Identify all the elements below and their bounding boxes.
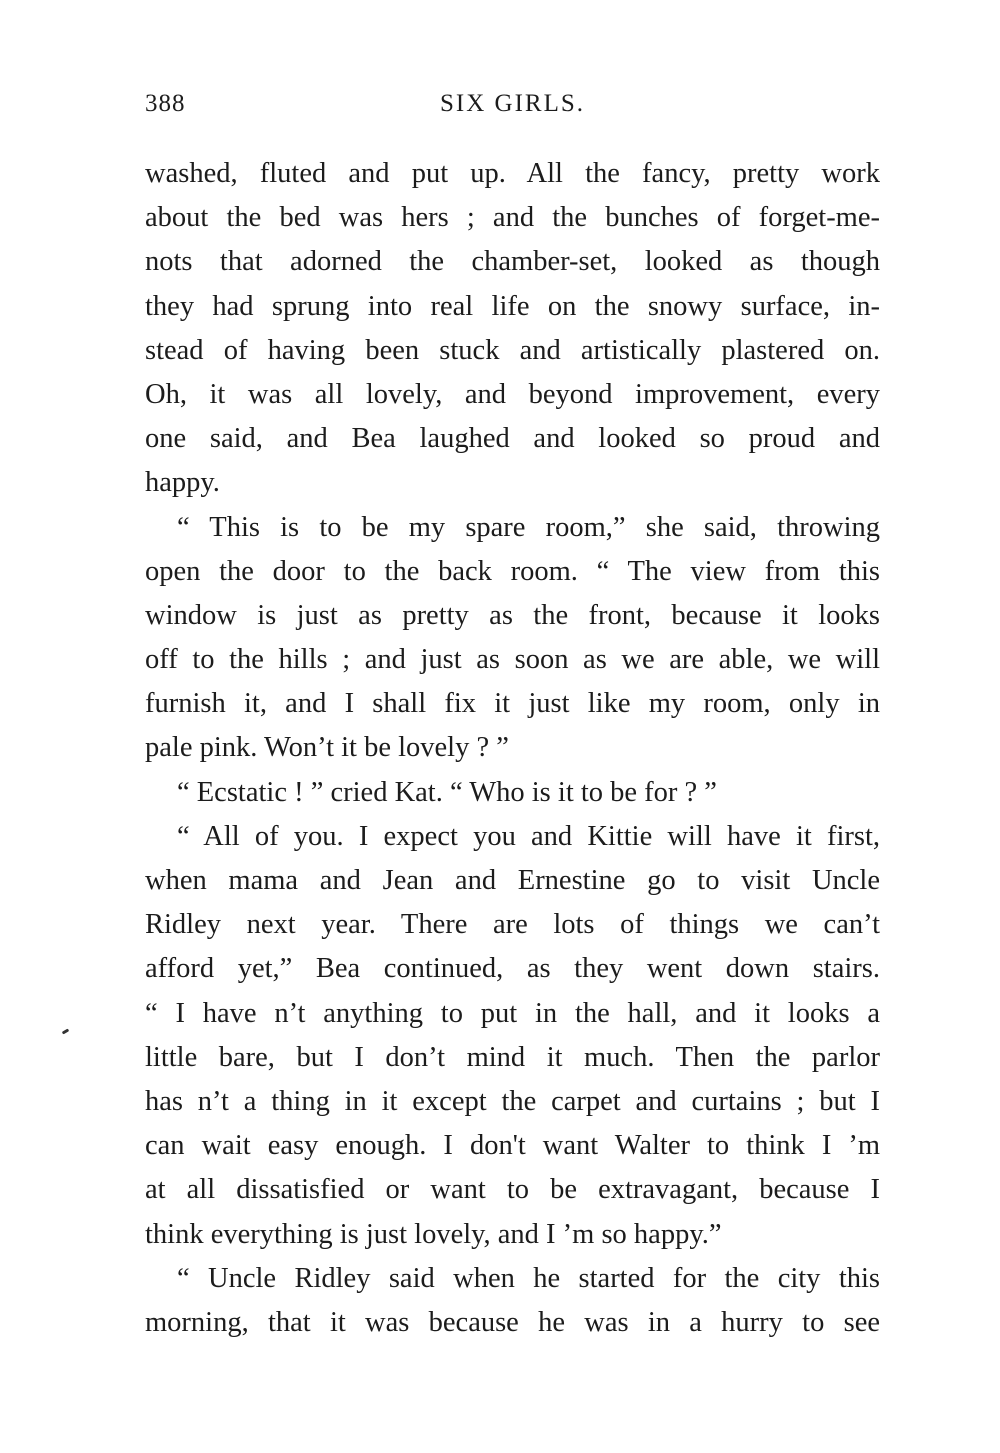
text-line: little bare, but I don’t mind it much. Then the parlor [145, 1041, 880, 1073]
running-title: SIX GIRLS. [439, 90, 585, 117]
text-line: “ Ecstatic ! ” cried Kat. “ Who is it to be for ? ” [177, 776, 717, 808]
text-line: pale pink. Won’t it be lovely ? ” [145, 732, 509, 764]
text-line: when mama and Jean and Ernestine go to visit Uncle [145, 865, 880, 896]
text-line: afford yet,” Bea continued, as they went down stairs. [145, 953, 880, 985]
text-line: can wait easy enough. I don't want Walter to think I ’m [145, 1130, 880, 1162]
text-line: “ Uncle Ridley said when he started for the city this [177, 1262, 880, 1294]
text-line: at all dissatisfied or want to be extravagant, because I [145, 1174, 880, 1206]
ink-speck [62, 1028, 70, 1034]
text-line: window is just as pretty as the front, because it looks [145, 599, 880, 631]
text-line: open the door to the back room. “ The view from this [145, 555, 880, 587]
text-line: Oh, it was all lovely, and beyond improvement, every [145, 378, 880, 410]
text-line: nots that adorned the chamber-set, looked as though [145, 246, 880, 278]
text-line: stead of having been stuck and artistically plastered on. [145, 334, 880, 366]
running-head [145, 90, 880, 126]
text-line: “ I have n’t anything to put in the hall, and it looks a [145, 997, 880, 1029]
text-line: off to the hills ; and just as soon as we are able, we will [145, 644, 880, 676]
body-text [145, 152, 880, 1345]
text-line: “ This is to be my spare room,” she said, throwing [177, 511, 880, 543]
text-line: think everything is just lovely, and I ’m so happy.” [145, 1218, 722, 1250]
text-line: they had sprung into real life on the snowy surface, in- [145, 290, 880, 322]
text-line: about the bed was hers ; and the bunches of forget-me- [145, 202, 880, 234]
text-line: Ridley next year. There are lots of things we can’t [145, 909, 880, 941]
text-line: washed, fluted and put up. All the fancy, pretty work [145, 158, 880, 189]
text-line: “ All of you. I expect you and Kittie will have it first, [177, 820, 880, 852]
text-line: morning, that it was because he was in a hurry to see [145, 1306, 880, 1338]
text-line: has n’t a thing in it except the carpet and curtains ; but I [145, 1085, 880, 1117]
text-line: furnish it, and I shall fix it just like my room, only in [145, 688, 880, 720]
text-line: one said, and Bea laughed and looked so proud and [145, 423, 880, 455]
page-number: 388 [145, 90, 186, 117]
text-line: happy. [145, 467, 220, 499]
